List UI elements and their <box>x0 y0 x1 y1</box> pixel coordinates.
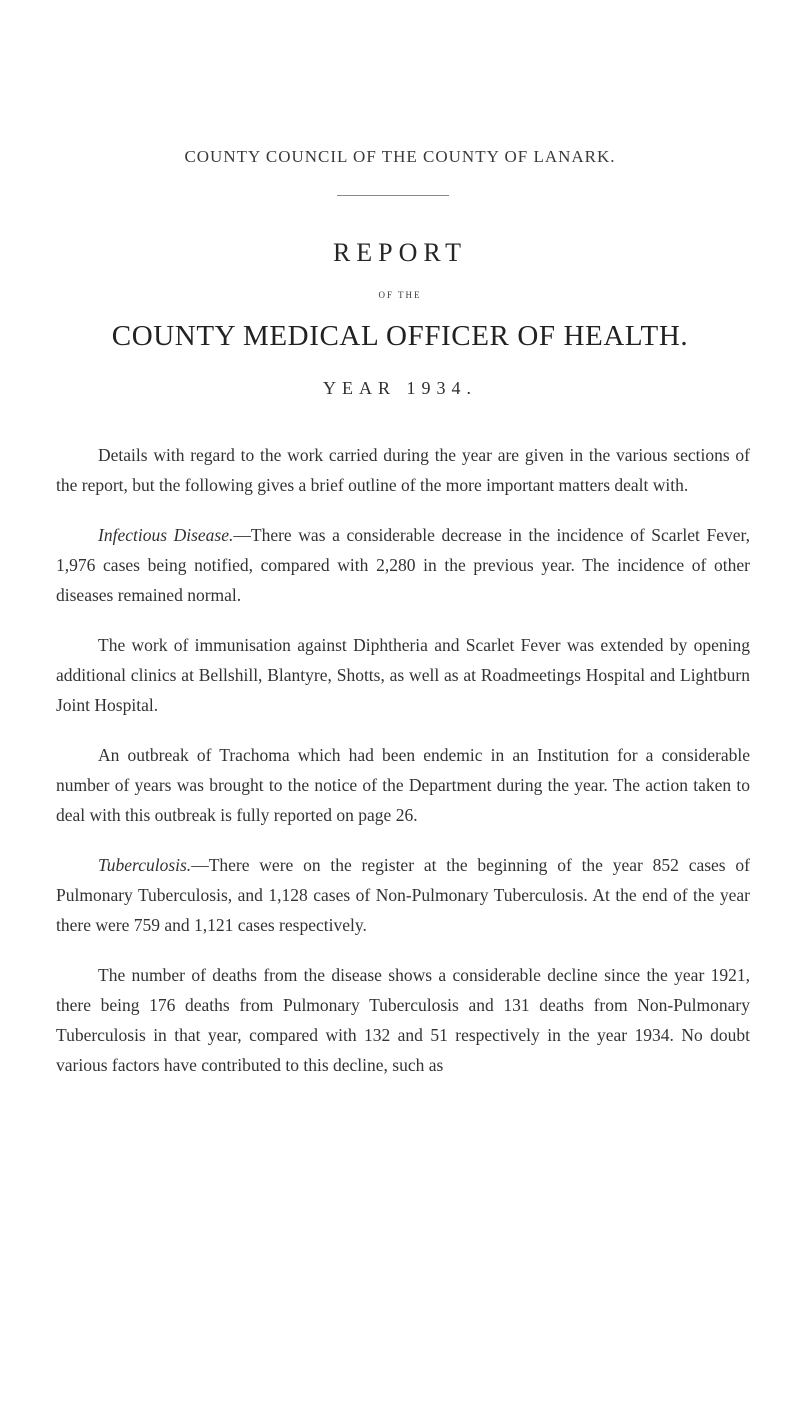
paragraph-infectious-disease <box>56 520 750 610</box>
infectious-disease-text: —There was a considerable decrease in the incidence of Scarlet Fever, 1,976 cases being notified, compared with 2,280 in the previous year. The incidence of other diseases remained normal. <box>56 525 750 605</box>
report-year: YEAR 1934. <box>323 378 477 398</box>
tuberculosis-heading: Tuberculosis. <box>98 855 192 875</box>
paragraph-tuberculosis <box>56 850 750 940</box>
infectious-disease-heading: Infectious Disease. <box>98 525 234 545</box>
council-heading: COUNTY COUNCIL OF THE COUNTY OF LANARK. <box>184 147 616 166</box>
paragraph-trachoma: An outbreak of Trachoma which had been endemic in an Institution for a considerable number of years was brought to the notice of the Department during the year. The action taken to deal with this outbreak is fully reported on page 26. <box>56 745 750 825</box>
of-the-label: OF THE <box>378 290 422 300</box>
header-divider <box>337 195 449 196</box>
officer-title: COUNTY MEDICAL OFFICER OF HEALTH. <box>111 320 689 352</box>
report-body <box>56 440 750 1080</box>
paragraph-deaths: The number of deaths from the disease shows a considerable decline since the year 1921, there being 176 deaths from Pulmonary Tuberculosis and 131 deaths from Non-Pulmonary Tuberculosis in that year, compared with 132 and 51 respectively in the year 1934. No doubt various factors have contributed to this decline, such as <box>56 965 750 1075</box>
tuberculosis-text: —There were on the register at the beginning of the year 852 cases of Pulmonary Tuberculosis, and 1,128 cases of Non-Pulmonary Tuberculosis. At the end of the year there were 759 and 1,121 cases respectively. <box>56 855 750 935</box>
paragraph-immunisation: The work of immunisation against Diphtheria and Scarlet Fever was extended by opening additional clinics at Bellshill, Blantyre, Shotts, as well as at Roadmeetings Hospital and Lightburn Joint Hospital. <box>56 635 750 715</box>
paragraph-intro: Details with regard to the work carried during the year are given in the various sections of the report, but the following gives a brief outline of the more important matters dealt with. <box>56 445 750 495</box>
report-title: REPORT <box>332 238 468 267</box>
